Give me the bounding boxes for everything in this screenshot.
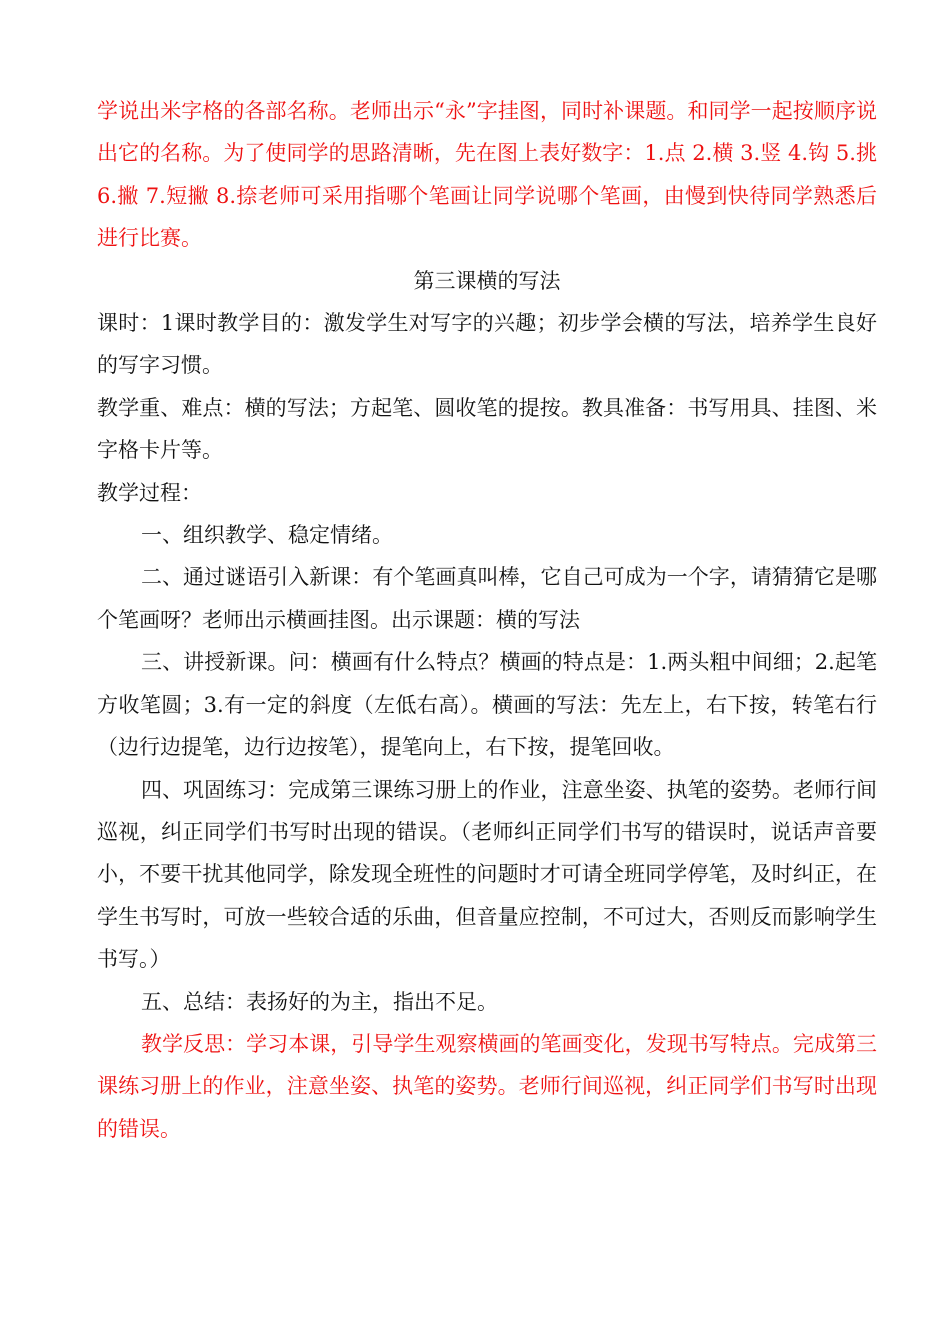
step-5-paragraph: 五、总结：表扬好的为主，指出不足。 [141,989,498,1014]
document-page [97,90,877,1150]
key-points-paragraph: 教学重、难点：横的写法；方起笔、圆收笔的提按。教具准备：书写用具、挂图、米字格卡片等。 [97,395,877,463]
step-4-paragraph: 四、巩固练习：完成第三课练习册上的作业，注意坐姿、执笔的姿势。老师行间巡视，纠正同学们书写时出现的错误。（老师纠正同学们书写的错误时，说话声音要小，不要干扰其他同学，除发现全班性的问题时才可请全班同学停笔，及时纠正，在学生书写时，可放一些较合适的乐曲，但音量应控制，不可过大，否则反而影响学生书写。） [97,777,877,972]
reflection-paragraph: 教学反思：学习本课，引导学生观察横画的笔画变化，发现书写特点。完成第三课练习册上的作业，注意坐姿、执笔的姿势。老师行间巡视，纠正同学们书写时出现的错误。 [97,1031,877,1141]
step-1-paragraph: 一、组织教学、稳定情绪。 [141,523,393,548]
step-2-paragraph: 二、通过谜语引入新课：有个笔画真叫棒，它自己可成为一个字，请猜猜它是哪个笔画呀？老师出示横画挂图。出示课题：横的写法 [97,565,877,632]
lesson-title: 第三课横的写法 [413,268,561,293]
process-heading: 教学过程： [97,480,202,505]
class-hours-paragraph: 课时：1课时教学目的：激发学生对写字的兴趣；初步学会横的写法，培养学生良好的写字习惯。 [97,311,877,378]
step-3-paragraph: 三、讲授新课。问：横画有什么特点？横画的特点是：1.两头粗中间细；2.起笔方收笔圆；3.有一定的斜度（左低右高）。横画的写法：先左上，右下按，转笔右行（边行边提笔，边行边按笔），提笔向上，右下按，提笔回收。 [97,650,877,760]
intro-paragraph: 学说出米字格的各部名称。老师出示“永”字挂图，同时补课题。和同学一起按顺序说出它的名称。为了使同学的思路清晰，先在图上表好数字：1.点 2.横 3.竖 4.钩 5.挑 6.撇 7.短撇 8.捺老师可采用指哪个笔画让同学说哪个笔画，由慢到快待同学熟悉后进行比赛。 [97,99,877,251]
